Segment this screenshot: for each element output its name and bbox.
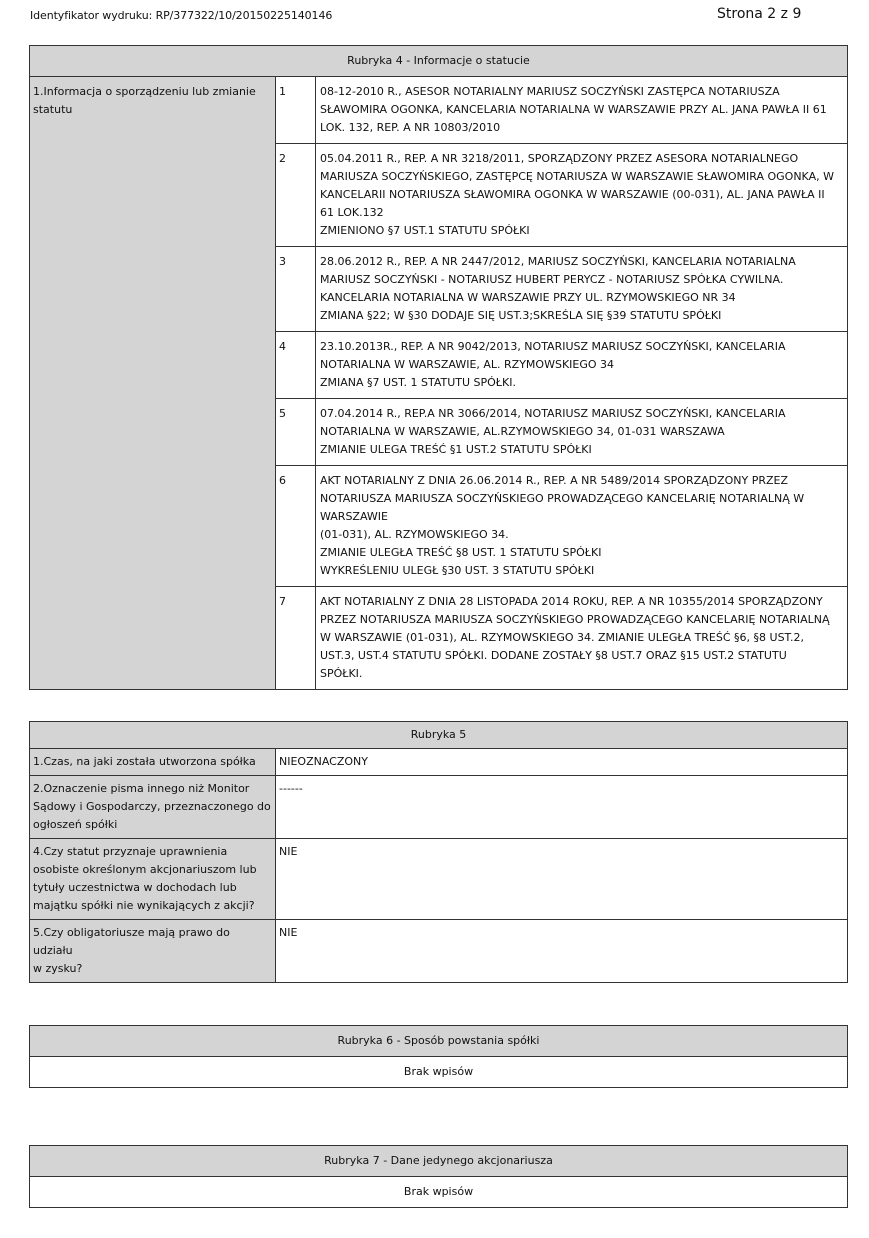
rubryka-7-empty: Brak wpisów — [30, 1177, 848, 1208]
rubryka-6-empty: Brak wpisów — [30, 1057, 848, 1088]
field-label — [30, 776, 276, 839]
text-line: 08-12-2010 R., ASESOR NOTARIALNY MARIUSZ SOCZYŃSKI ZASTĘPCA NOTARIUSZA — [320, 85, 780, 98]
text-line: ZMIANIE ULEGA TREŚĆ §1 UST.2 STATUTU SPÓŁKI — [320, 443, 592, 456]
entry-number: 4 — [276, 332, 316, 399]
text-line: tytuły uczestnictwa w dochodach lub — [33, 881, 237, 894]
text-line: WYKREŚLENIU ULEGŁ §30 UST. 3 STATUTU SPÓŁKI — [320, 564, 595, 577]
entry-number: 6 — [276, 466, 316, 587]
text-line: 05.04.2011 R., REP. A NR 3218/2011, SPORZĄDZONY PRZEZ ASESORA NOTARIALNEGO — [320, 152, 799, 165]
text-line: 2.Oznaczenie pisma innego niż Monitor — [33, 782, 250, 795]
field-value: NIE — [276, 920, 848, 983]
field-label — [30, 839, 276, 920]
text-line: NOTARIALNA W WARSZAWIE, AL.RZYMOWSKIEGO 34, 01-031 WARSZAWA — [320, 425, 725, 438]
text-line: UST.3, UST.4 STATUTU SPÓŁKI. DODANE ZOSTAŁY §8 UST.7 ORAZ §15 UST.2 STATUTU — [320, 649, 787, 662]
rubryka-6-table — [29, 1025, 848, 1088]
text-line: ZMIANIE ULEGŁA TREŚĆ §8 UST. 1 STATUTU SPÓŁKI — [320, 546, 602, 559]
rubryka-5-row — [30, 776, 848, 839]
text-line: KANCELARII NOTARIUSZA SŁAWOMIRA OGONKA W WARSZAWIE (00-031), AL. JANA PAWŁA II — [320, 188, 825, 201]
rubryka-7-title: Rubryka 7 - Dane jedynego akcjonariusza — [30, 1146, 848, 1177]
page-number: Strona 2 z 9 — [717, 6, 802, 22]
field-value: NIEOZNACZONY — [276, 749, 848, 776]
text-line: KANCELARIA NOTARIALNA W WARSZAWIE PRZY UL. RZYMOWSKIEGO NR 34 — [320, 291, 736, 304]
entry-text — [316, 399, 848, 466]
entry-number: 7 — [276, 587, 316, 690]
text-line: SPÓŁKI. — [320, 667, 363, 680]
text-line: MARIUSZA SOCZYŃSKIEGO, ZASTĘPCĘ NOTARIUSZA W WARSZAWIE SŁAWOMIRA OGONKA, W — [320, 170, 834, 183]
text-line: ZMIANA §7 UST. 1 STATUTU SPÓŁKI. — [320, 376, 516, 389]
field-label — [30, 920, 276, 983]
entry-number: 1 — [276, 77, 316, 144]
statute-entry-row — [30, 77, 848, 144]
entry-text — [316, 587, 848, 690]
text-line: ZMIENIONO §7 UST.1 STATUTU SPÓŁKI — [320, 224, 530, 237]
entry-number: 3 — [276, 247, 316, 332]
entry-text — [316, 466, 848, 587]
text-line: SŁAWOMIRA OGONKA, KANCELARIA NOTARIALNA W WARSZAWIE PRZY AL. JANA PAWŁA II 61 — [320, 103, 827, 116]
text-line: Sądowy i Gospodarczy, przeznaczonego do — [33, 800, 271, 813]
text-line: ZMIANA §22; W §30 DODAJE SIĘ UST.3;SKREŚLA SIĘ §39 STATUTU SPÓŁKI — [320, 309, 722, 322]
text-line: AKT NOTARIALNY Z DNIA 26.06.2014 R., REP. A NR 5489/2014 SPORZĄDZONY PRZEZ — [320, 474, 789, 487]
field-label — [30, 749, 276, 776]
text-line: WARSZAWIE — [320, 510, 388, 523]
field-value: ------ — [276, 776, 848, 839]
entry-number: 5 — [276, 399, 316, 466]
text-line: NOTARIALNA W WARSZAWIE, AL. RZYMOWSKIEGO 34 — [320, 358, 615, 371]
text-line: 23.10.2013R., REP. A NR 9042/2013, NOTARIUSZ MARIUSZ SOCZYŃSKI, KANCELARIA — [320, 340, 786, 353]
entry-text — [316, 77, 848, 144]
text-line: 61 LOK.132 — [320, 206, 384, 219]
text-line: NOTARIUSZA MARIUSZA SOCZYŃSKIEGO PROWADZĄCEGO KANCELARIĘ NOTARIALNĄ W — [320, 492, 805, 505]
entry-text — [316, 332, 848, 399]
text-line: 5.Czy obligatoriusze mają prawo do udziału — [33, 926, 230, 957]
text-line: MARIUSZ SOCZYŃSKI - NOTARIUSZ HUBERT PERYCZ - NOTARIUSZ SPÓŁKA CYWILNA. — [320, 273, 784, 286]
entry-text — [316, 247, 848, 332]
text-line: osobiste określonym akcjonariuszom lub — [33, 863, 257, 876]
rubryka-4-table — [29, 45, 848, 690]
text-line: (01-031), AL. RZYMOWSKIEGO 34. — [320, 528, 509, 541]
rubryka-5-row — [30, 920, 848, 983]
text-line: W WARSZAWIE (01-031), AL. RZYMOWSKIEGO 34. ZMIANIE ULEGŁA TREŚĆ §6, §8 UST.2, — [320, 631, 804, 644]
print-identifier: Identyfikator wydruku: RP/377322/10/20150225140146 — [30, 9, 333, 22]
rubryka-5-table — [29, 721, 848, 983]
rubryka-6-title: Rubryka 6 - Sposób powstania spółki — [30, 1026, 848, 1057]
rubryka-4-title: Rubryka 4 - Informacje o statucie — [30, 46, 848, 77]
rubryka-5-row — [30, 749, 848, 776]
text-line: 28.06.2012 R., REP. A NR 2447/2012, MARIUSZ SOCZYŃSKI, KANCELARIA NOTARIALNA — [320, 255, 796, 268]
text-line: 4.Czy statut przyznaje uprawnienia — [33, 845, 228, 858]
field-value: NIE — [276, 839, 848, 920]
rubryka-5-row — [30, 839, 848, 920]
text-line: PRZEZ NOTARIUSZA MARIUSZA SOCZYŃSKIEGO PROWADZĄCEGO KANCELARIĘ NOTARIALNĄ — [320, 613, 830, 626]
text-line: 07.04.2014 R., REP.A NR 3066/2014, NOTARIUSZ MARIUSZ SOCZYŃSKI, KANCELARIA — [320, 407, 786, 420]
entry-text — [316, 144, 848, 247]
rubryka-7-table — [29, 1145, 848, 1208]
text-line: LOK. 132, REP. A NR 10803/2010 — [320, 121, 501, 134]
text-line: ogłoszeń spółki — [33, 818, 118, 831]
rubryka-5-title: Rubryka 5 — [30, 722, 848, 749]
text-line: AKT NOTARIALNY Z DNIA 28 LISTOPADA 2014 ROKU, REP. A NR 10355/2014 SPORZĄDZONY — [320, 595, 823, 608]
text-line: majątku spółki nie wynikających z akcji? — [33, 899, 255, 912]
statute-label: 1.Informacja o sporządzeniu lub zmianie statutu — [30, 77, 276, 690]
entry-number: 2 — [276, 144, 316, 247]
text-line: w zysku? — [33, 962, 83, 975]
text-line: 1.Czas, na jaki została utworzona spółka — [33, 755, 256, 768]
